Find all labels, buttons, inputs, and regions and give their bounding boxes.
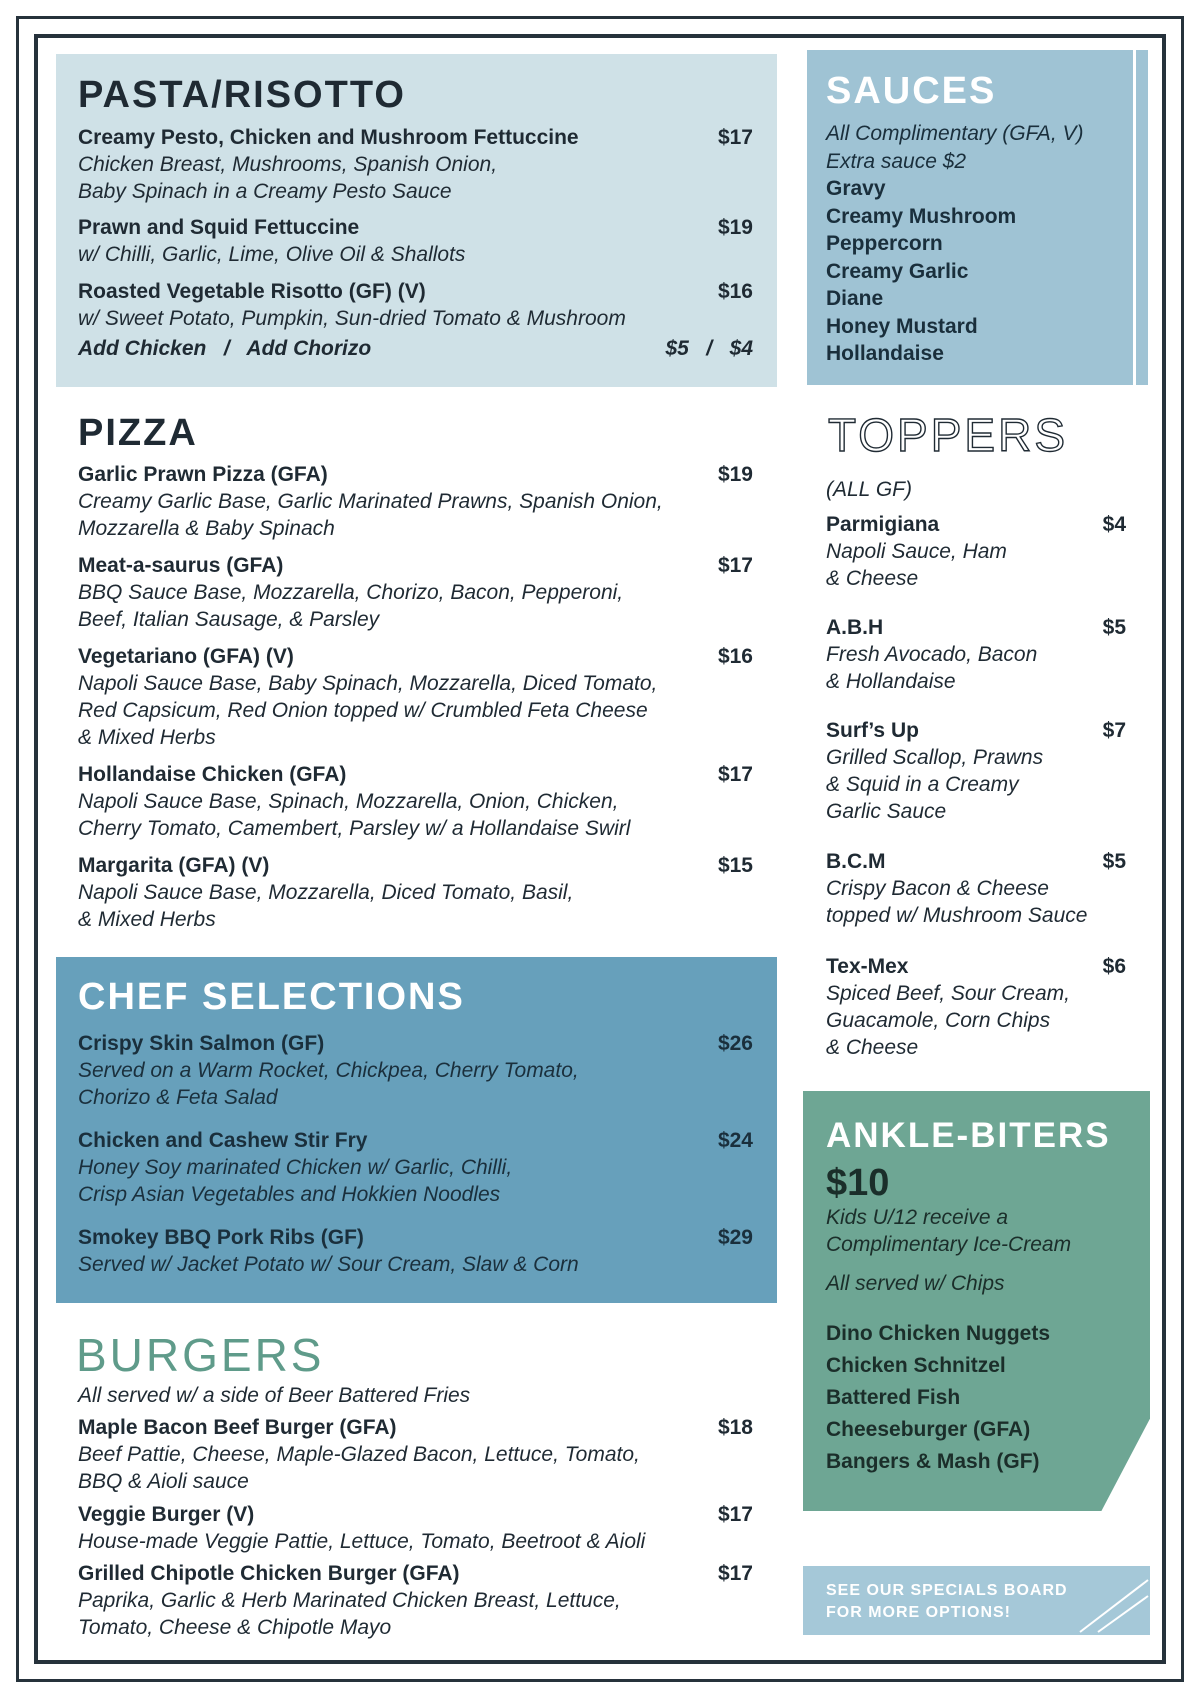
burgers-note: All served w/ a side of Beer Battered Fries xyxy=(78,1384,471,1407)
topper-desc: Crispy Bacon & Cheese xyxy=(826,877,1049,900)
topper-item xyxy=(826,953,1126,1061)
kids-chips-note xyxy=(826,1270,1126,1297)
item-name: Hollandaise Chicken (GFA) xyxy=(78,763,347,786)
item-desc: BBQ Sauce Base, Mozzarella, Chorizo, Bacon, Pepperoni, xyxy=(78,581,624,604)
item-desc: Crisp Asian Vegetables and Hokkien Noodles xyxy=(78,1183,501,1206)
topper-desc: & Squid in a Creamy xyxy=(826,773,1019,796)
item-name: Veggie Burger (V) xyxy=(78,1503,255,1526)
item-price: $19 xyxy=(717,216,753,239)
item-desc: Chicken Breast, Mushrooms, Spanish Onion, xyxy=(78,153,498,176)
item-price: $17 xyxy=(717,126,753,149)
kids-item: Bangers & Mash (GF) xyxy=(826,1450,1040,1473)
specials-line: FOR MORE OPTIONS! xyxy=(826,1604,1011,1621)
topper-desc: Spiced Beef, Sour Cream, xyxy=(826,982,1070,1005)
kids-item: Battered Fish xyxy=(826,1386,961,1409)
menu-item xyxy=(78,852,753,933)
menu-item xyxy=(78,124,753,205)
topper-desc: & Hollandaise xyxy=(826,670,956,693)
kids-title: ANKLE-BITERS xyxy=(826,1116,1111,1155)
kids-notes xyxy=(826,1204,1126,1258)
item-name: Crispy Skin Salmon (GF) xyxy=(78,1032,325,1055)
item-desc: Paprika, Garlic & Herb Marinated Chicken Breast, Lettuce, xyxy=(78,1589,621,1612)
topper-item xyxy=(826,717,1126,825)
topper-desc: & Cheese xyxy=(826,1036,919,1059)
topper-desc: Guacamole, Corn Chips xyxy=(826,1009,1051,1032)
addons-label: Add Chicken / Add Chorizo xyxy=(78,337,372,360)
kids-item: Cheeseburger (GFA) xyxy=(826,1418,1031,1441)
item-name: Garlic Prawn Pizza (GFA) xyxy=(78,463,328,486)
specials-text xyxy=(826,1580,1096,1624)
menu-item xyxy=(78,1501,753,1555)
topper-desc: Napoli Sauce, Ham xyxy=(826,540,1007,563)
sauce-item: Gravy xyxy=(826,177,886,200)
sauces-extra-note: Extra sauce $2 xyxy=(826,149,967,173)
sauce-item: Creamy Mushroom xyxy=(826,204,1017,228)
topper-price: $4 xyxy=(1102,513,1126,536)
sauce-item: Creamy Garlic xyxy=(826,259,969,283)
pasta-title: PASTA/RISOTTO xyxy=(78,74,406,116)
item-price: $18 xyxy=(717,1416,753,1439)
menu-item xyxy=(78,214,753,268)
item-desc: Napoli Sauce Base, Mozzarella, Diced Tomato, Basil, xyxy=(78,881,574,904)
kids-note: All served w/ Chips xyxy=(826,1272,1005,1295)
item-name: Smokey BBQ Pork Ribs (GF) xyxy=(78,1226,364,1249)
item-desc: Red Capsicum, Red Onion topped w/ Crumbled Feta Cheese xyxy=(78,699,648,722)
specials-line: SEE OUR SPECIALS BOARD xyxy=(826,1582,1068,1599)
item-desc: Mozzarella & Baby Spinach xyxy=(78,517,335,540)
menu-item xyxy=(78,1414,753,1495)
topper-item xyxy=(826,511,1126,592)
item-price: $19 xyxy=(717,463,753,486)
pizza-title: PIZZA xyxy=(78,412,198,454)
sauces-note: All Complimentary (GFA, V) xyxy=(826,122,1084,145)
item-price: $26 xyxy=(717,1032,753,1055)
topper-name: Parmigiana xyxy=(826,513,940,536)
item-price: $24 xyxy=(717,1129,753,1152)
item-desc: & Mixed Herbs xyxy=(78,908,216,931)
item-price: $29 xyxy=(717,1226,753,1249)
kids-price: $10 xyxy=(826,1162,890,1204)
item-desc: House-made Veggie Pattie, Lettuce, Tomato, Beetroot & Aioli xyxy=(78,1530,646,1553)
item-name: Margarita (GFA) (V) xyxy=(78,854,270,877)
topper-item xyxy=(826,614,1126,695)
item-desc: Cherry Tomato, Camembert, Parsley w/ a Hollandaise Swirl xyxy=(78,817,631,840)
kids-item: Dino Chicken Nuggets xyxy=(826,1322,1051,1345)
kids-list xyxy=(826,1318,1126,1478)
topper-price: $7 xyxy=(1102,719,1126,742)
item-desc: BBQ & Aioli sauce xyxy=(78,1470,249,1493)
burgers-title: BURGERS xyxy=(76,1329,325,1381)
topper-price: $5 xyxy=(1102,616,1126,639)
item-desc: w/ Chilli, Garlic, Lime, Olive Oil & Shallots xyxy=(78,243,466,266)
item-desc: w/ Sweet Potato, Pumpkin, Sun-dried Tomato & Mushroom xyxy=(78,307,626,330)
topper-desc: & Cheese xyxy=(826,567,919,590)
menu-item xyxy=(78,1560,753,1641)
topper-desc: Fresh Avocado, Bacon xyxy=(826,643,1038,666)
sauce-item: Diane xyxy=(826,287,884,310)
menu-item xyxy=(78,278,753,332)
item-name: Meat-a-saurus (GFA) xyxy=(78,554,284,577)
sauces-list xyxy=(826,120,1116,368)
item-name: Prawn and Squid Fettuccine xyxy=(78,216,360,239)
item-price: $17 xyxy=(717,1503,753,1526)
pasta-addons xyxy=(78,335,753,362)
item-desc: Tomato, Cheese & Chipotle Mayo xyxy=(78,1616,392,1639)
item-price: $17 xyxy=(717,763,753,786)
item-price: $15 xyxy=(717,854,753,877)
item-desc: Beef Pattie, Cheese, Maple-Glazed Bacon, Lettuce, Tomato, xyxy=(78,1443,640,1466)
topper-price: $6 xyxy=(1102,955,1126,978)
item-desc: Served on a Warm Rocket, Chickpea, Cherry Tomato, xyxy=(78,1059,579,1082)
item-desc: Baby Spinach in a Creamy Pesto Sauce xyxy=(78,180,452,203)
item-price: $16 xyxy=(717,280,753,303)
item-desc: Napoli Sauce Base, Spinach, Mozzarella, Onion, Chicken, xyxy=(78,790,619,813)
kids-note: Kids U/12 receive a xyxy=(826,1206,1009,1229)
kids-note: Complimentary Ice-Cream xyxy=(826,1233,1072,1256)
sauce-item: Hollandaise xyxy=(826,342,944,365)
kids-item: Chicken Schnitzel xyxy=(826,1354,1006,1377)
menu-item xyxy=(78,1127,753,1208)
item-name: Creamy Pesto, Chicken and Mushroom Fettuccine xyxy=(78,126,579,149)
topper-name: B.C.M xyxy=(826,850,886,873)
sauce-item: Peppercorn xyxy=(826,232,943,255)
menu-item xyxy=(78,643,753,751)
topper-desc: Garlic Sauce xyxy=(826,800,947,823)
chef-title: CHEF SELECTIONS xyxy=(78,976,465,1018)
topper-item xyxy=(826,848,1126,929)
item-name: Grilled Chipotle Chicken Burger (GFA) xyxy=(78,1562,460,1585)
topper-price: $5 xyxy=(1102,850,1126,873)
item-name: Chicken and Cashew Stir Fry xyxy=(78,1129,368,1152)
sauce-item: Honey Mustard xyxy=(826,314,978,338)
item-price: $17 xyxy=(717,1562,753,1585)
item-desc: Chorizo & Feta Salad xyxy=(78,1086,278,1109)
toppers-note: (ALL GF) xyxy=(826,478,912,501)
item-desc: & Mixed Herbs xyxy=(78,726,216,749)
sauces-title: SAUCES xyxy=(826,70,997,112)
item-desc: Served w/ Jacket Potato w/ Sour Cream, Slaw & Corn xyxy=(78,1253,579,1276)
menu-item xyxy=(78,461,753,542)
item-desc: Creamy Garlic Base, Garlic Marinated Prawns, Spanish Onion, xyxy=(78,490,663,513)
item-desc: Napoli Sauce Base, Baby Spinach, Mozzarella, Diced Tomato, xyxy=(78,672,658,695)
topper-name: Tex-Mex xyxy=(826,955,909,978)
menu-item xyxy=(78,552,753,633)
menu-item xyxy=(78,761,753,842)
item-name: Vegetariano (GFA) (V) xyxy=(78,645,294,668)
item-name: Roasted Vegetable Risotto (GF) (V) xyxy=(78,280,426,303)
item-desc: Honey Soy marinated Chicken w/ Garlic, Chilli, xyxy=(78,1156,513,1179)
item-price: $17 xyxy=(717,554,753,577)
sauces-accent-strip xyxy=(1136,50,1148,385)
topper-name: A.B.H xyxy=(826,616,884,639)
menu-item xyxy=(78,1224,753,1278)
addons-price: $5 / $4 xyxy=(665,337,753,360)
toppers-title: TOPPERS xyxy=(828,409,1068,461)
topper-desc: Grilled Scallop, Prawns xyxy=(826,746,1044,769)
menu-item xyxy=(78,1030,753,1111)
topper-name: Surf’s Up xyxy=(826,719,919,742)
item-desc: Beef, Italian Sausage, & Parsley xyxy=(78,608,380,631)
item-price: $16 xyxy=(717,645,753,668)
topper-desc: topped w/ Mushroom Sauce xyxy=(826,904,1088,927)
item-name: Maple Bacon Beef Burger (GFA) xyxy=(78,1416,397,1439)
